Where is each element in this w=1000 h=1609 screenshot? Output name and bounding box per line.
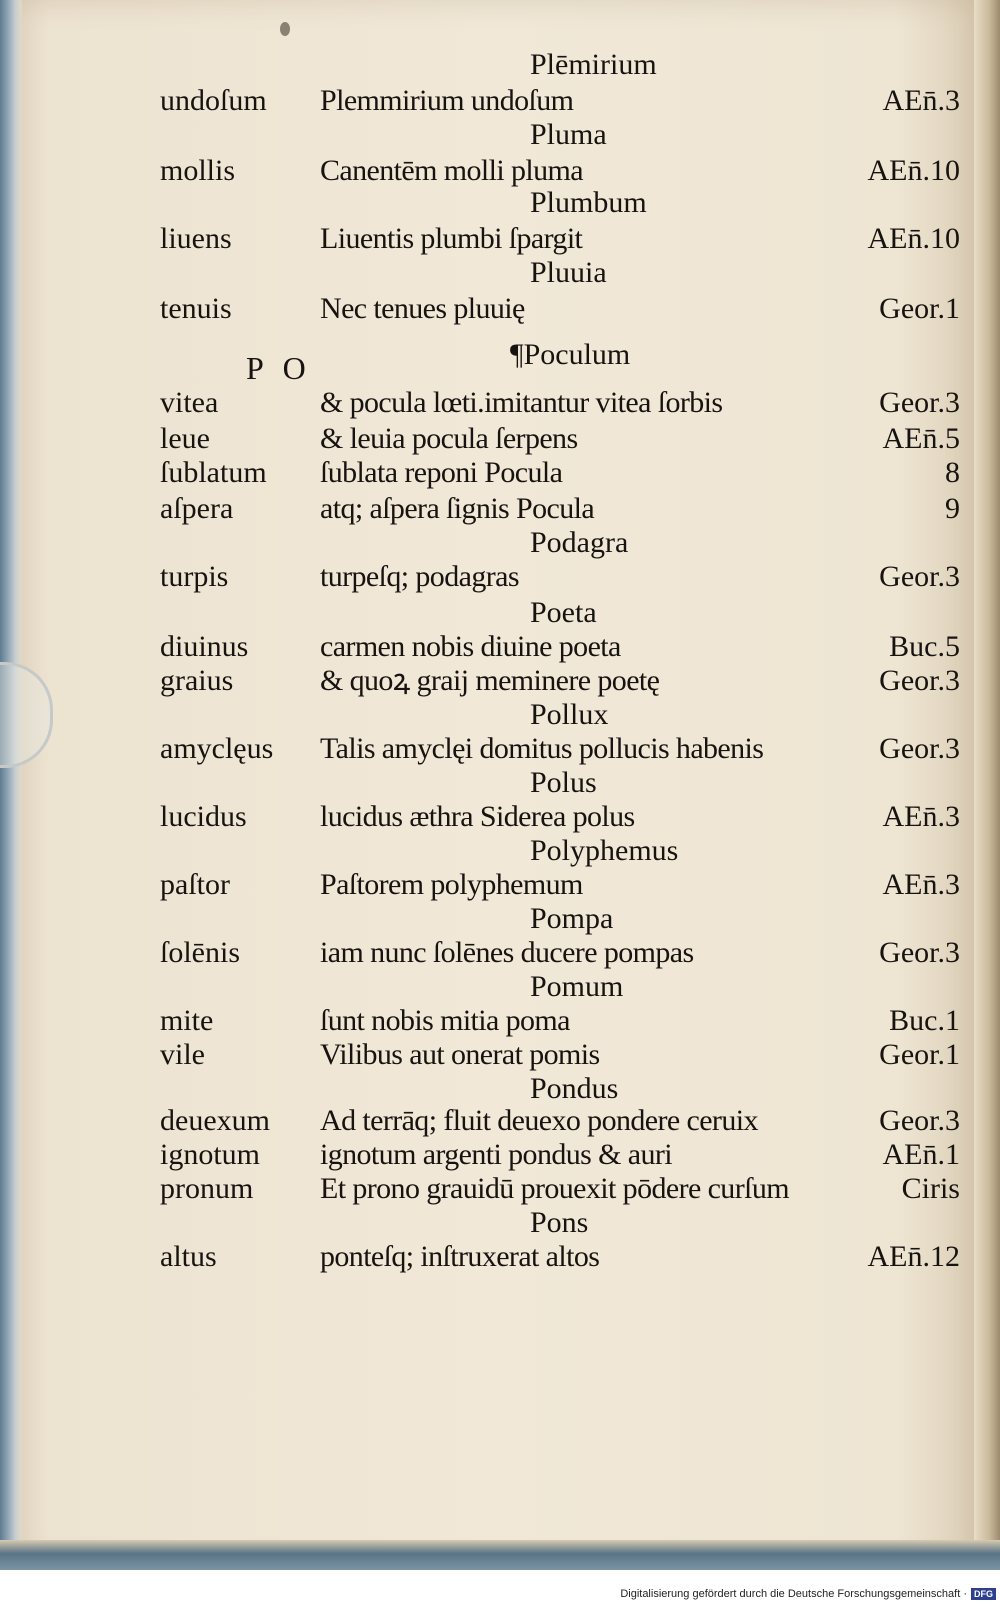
index-row bbox=[0, 868, 1000, 902]
heading-text: Pluuia bbox=[530, 256, 607, 289]
heading-text: Pons bbox=[530, 1206, 589, 1239]
section-label: P O bbox=[246, 350, 312, 386]
row-keyword: deuexum bbox=[160, 1104, 270, 1137]
row-reference: AEn̄.5 bbox=[882, 422, 960, 455]
index-row bbox=[0, 386, 1000, 420]
row-quotation: turpeſq; podagras bbox=[320, 560, 519, 593]
row-quotation: Canentēm molli pluma bbox=[320, 154, 583, 187]
index-row bbox=[0, 936, 1000, 970]
row-keyword: undoſum bbox=[160, 84, 267, 117]
row-reference: Ciris bbox=[901, 1172, 960, 1205]
entry-heading bbox=[0, 48, 1000, 82]
entry-heading bbox=[0, 338, 1000, 372]
row-reference: AEn̄.10 bbox=[867, 154, 960, 187]
heading-text: Plēmirium bbox=[530, 48, 657, 81]
index-row bbox=[0, 1004, 1000, 1038]
row-quotation: lucidus æthra Siderea polus bbox=[320, 800, 635, 833]
index-row bbox=[0, 560, 1000, 594]
row-keyword: vile bbox=[160, 1038, 205, 1071]
digitization-credit bbox=[620, 1585, 996, 1603]
row-keyword: lucidus bbox=[160, 800, 247, 833]
index-row bbox=[0, 1172, 1000, 1206]
entry-heading bbox=[0, 902, 1000, 936]
row-reference: Geor.3 bbox=[879, 386, 960, 419]
row-keyword: aſpera bbox=[160, 492, 234, 525]
row-quotation: ignotum argenti pondus & auri bbox=[320, 1138, 673, 1171]
row-keyword: diuinus bbox=[160, 630, 249, 663]
entry-heading bbox=[0, 596, 1000, 630]
entry-heading bbox=[0, 186, 1000, 220]
index-row bbox=[0, 154, 1000, 188]
row-keyword: amyclęus bbox=[160, 732, 274, 765]
index-row bbox=[0, 1038, 1000, 1072]
index-row bbox=[0, 84, 1000, 118]
row-quotation: Ad terrāq; fluit deuexo pondere ceruix bbox=[320, 1104, 758, 1137]
heading-text: Pluma bbox=[530, 118, 607, 151]
row-reference: AEn̄.3 bbox=[882, 800, 960, 833]
entry-heading bbox=[0, 970, 1000, 1004]
entry-heading bbox=[0, 1072, 1000, 1106]
index-row bbox=[0, 222, 1000, 256]
row-quotation: iam nunc ſolēnes ducere pompas bbox=[320, 936, 694, 969]
entry-heading bbox=[0, 256, 1000, 290]
row-reference: AEn̄.12 bbox=[867, 1240, 960, 1273]
heading-text: Pompa bbox=[530, 902, 614, 935]
index-row bbox=[0, 422, 1000, 456]
row-quotation: Vilibus aut onerat pomis bbox=[320, 1038, 600, 1071]
row-quotation: atq; aſpera ſignis Pocula bbox=[320, 492, 595, 525]
heading-text: Pollux bbox=[530, 698, 609, 731]
row-reference: 9 bbox=[945, 492, 960, 525]
row-keyword: tenuis bbox=[160, 292, 232, 325]
entry-heading bbox=[0, 834, 1000, 868]
entry-heading bbox=[0, 698, 1000, 732]
index-row bbox=[0, 800, 1000, 834]
entry-heading bbox=[0, 118, 1000, 152]
row-keyword: altus bbox=[160, 1240, 217, 1273]
row-reference: Geor.3 bbox=[879, 560, 960, 593]
index-row bbox=[0, 1138, 1000, 1172]
index-row bbox=[0, 1240, 1000, 1274]
row-quotation: carmen nobis diuine poeta bbox=[320, 630, 621, 663]
row-keyword: mollis bbox=[160, 154, 236, 187]
row-keyword: vitea bbox=[160, 386, 219, 419]
index-row bbox=[0, 630, 1000, 664]
entry-heading bbox=[0, 766, 1000, 800]
row-keyword: liuens bbox=[160, 222, 232, 255]
row-quotation: Nec tenues pluuię bbox=[320, 292, 525, 325]
row-quotation: Talis amyclęi domitus pollucis habenis bbox=[320, 732, 764, 765]
row-reference: Geor.3 bbox=[879, 732, 960, 765]
row-reference: AEn̄.1 bbox=[882, 1138, 960, 1171]
index-row bbox=[0, 492, 1000, 526]
heading-text: Polyphemus bbox=[530, 834, 679, 867]
row-reference: Geor.3 bbox=[879, 664, 960, 697]
index-row bbox=[0, 732, 1000, 766]
row-keyword: graius bbox=[160, 664, 234, 697]
heading-text: Pomum bbox=[530, 970, 624, 1003]
dfg-logo: DFG bbox=[971, 1588, 996, 1600]
row-quotation: Liuentis plumbi ſpargit bbox=[320, 222, 583, 255]
index-row bbox=[0, 664, 1000, 698]
row-reference: Geor.1 bbox=[879, 292, 960, 325]
row-keyword: ignotum bbox=[160, 1138, 261, 1171]
row-keyword: paſtor bbox=[160, 868, 230, 901]
row-reference: AEn̄.3 bbox=[882, 868, 960, 901]
row-quotation: Et prono grauidū prouexit pōdere curſum bbox=[320, 1172, 789, 1205]
row-quotation: Paſtorem polyphemum bbox=[320, 868, 583, 901]
row-keyword: mite bbox=[160, 1004, 214, 1037]
row-quotation: ponteſq; inſtruxerat altos bbox=[320, 1240, 600, 1273]
row-quotation: & pocula lœti.imitantur vitea ſorbis bbox=[320, 386, 723, 419]
heading-text: Polus bbox=[530, 766, 597, 799]
credit-text: Digitalisierung gefördert durch die Deutsche Forschungsgemeinschaft · bbox=[620, 1588, 967, 1600]
row-keyword: ſolēnis bbox=[160, 936, 240, 969]
row-keyword: turpis bbox=[160, 560, 229, 593]
row-reference: AEn̄.3 bbox=[882, 84, 960, 117]
row-reference: AEn̄.10 bbox=[867, 222, 960, 255]
row-keyword: leue bbox=[160, 422, 210, 455]
row-quotation: ſublata reponi Pocula bbox=[320, 456, 563, 489]
heading-text: ¶Poculum bbox=[510, 338, 631, 371]
heading-text: Podagra bbox=[530, 526, 629, 559]
row-quotation: Plemmirium undoſum bbox=[320, 84, 574, 117]
entry-heading bbox=[0, 1206, 1000, 1240]
row-quotation: & quoꝝ graij meminere poetę bbox=[320, 664, 660, 697]
row-quotation: & leuia pocula ſerpens bbox=[320, 422, 578, 455]
row-reference: Geor.3 bbox=[879, 1104, 960, 1137]
index-row bbox=[0, 292, 1000, 326]
heading-text: Plumbum bbox=[530, 186, 647, 219]
row-quotation: ſunt nobis mitia poma bbox=[320, 1004, 570, 1037]
row-reference: Geor.1 bbox=[879, 1038, 960, 1071]
row-reference: Buc.1 bbox=[889, 1004, 960, 1037]
entry-heading bbox=[0, 526, 1000, 560]
row-reference: 8 bbox=[945, 456, 960, 489]
index-row bbox=[0, 1104, 1000, 1138]
row-reference: Geor.3 bbox=[879, 936, 960, 969]
row-reference: Buc.5 bbox=[889, 630, 960, 663]
heading-text: Pondus bbox=[530, 1072, 619, 1105]
index-row bbox=[0, 456, 1000, 490]
row-keyword: pronum bbox=[160, 1172, 254, 1205]
row-keyword: ſublatum bbox=[160, 456, 267, 489]
heading-text: Poeta bbox=[530, 596, 597, 629]
